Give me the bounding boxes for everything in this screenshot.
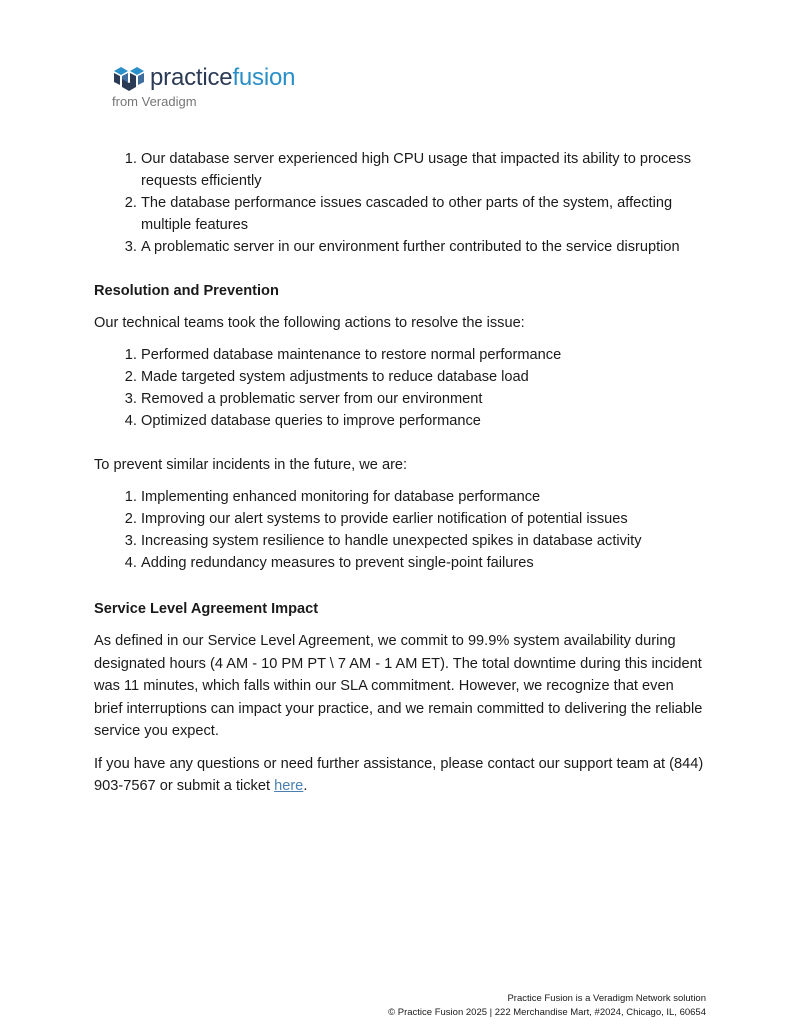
list-item: 1. Our database server experienced high CPU usage that impacted its ability to process requests efficiently (141, 148, 706, 192)
list-item: 3. Increasing system resilience to handle unexpected spikes in database activity (141, 530, 706, 552)
list-item: 3. Removed a problematic server from our environment (141, 388, 706, 410)
list-item: 2. Improving our alert systems to provide earlier notification of potential issues (141, 508, 706, 530)
resolution-heading: Resolution and Prevention (94, 283, 279, 299)
logo-word-practice: practice (150, 64, 233, 91)
cause-list (94, 148, 706, 258)
sla-paragraph: As defined in our Service Level Agreement, we commit to 99.9% system availability during designated hours (4 AM - 10 PM PT \ 7 AM - 1 AM ET). The total downtime during this incident was 11 minutes, which falls within our SLA commitment. However, we recognize that even brief interruptions can impact your practice, and we remain committed to delivering the reliable service you expect. (94, 633, 703, 739)
ticket-link[interactable]: here (274, 777, 304, 794)
list-item: 1. Implementing enhanced monitoring for database performance (141, 486, 706, 508)
sla-heading: Service Level Agreement Impact (94, 601, 319, 617)
page-footer (388, 992, 706, 1020)
list-item: 2. Made targeted system adjustments to reduce database load (141, 366, 706, 388)
cube-logo-icon (112, 65, 146, 91)
list-item: 2. The database performance issues cascaded to other parts of the system, affecting multiple features (141, 192, 706, 236)
resolution-intro: Our technical teams took the following actions to resolve the issue: (94, 315, 525, 331)
contact-end: . (303, 777, 308, 794)
list-item: 4. Adding redundancy measures to prevent single-point failures (141, 552, 706, 574)
list-item: 3. A problematic server in our environment further contributed to the service disruption (141, 236, 706, 258)
prevention-intro: To prevent similar incidents in the future, we are: (94, 457, 408, 473)
list-item: 1. Performed database maintenance to restore normal performance (141, 344, 706, 366)
logo-tagline: from Veradigm (112, 94, 197, 109)
practice-fusion-logo (112, 64, 295, 109)
letter-body (94, 148, 706, 797)
logo-wordmark (150, 64, 295, 92)
list-item: 4. Optimized database queries to improve performance (141, 410, 706, 432)
prevention-list (94, 486, 706, 574)
action-list (94, 344, 706, 432)
contact-paragraph (94, 753, 706, 797)
footer-line-2: © Practice Fusion 2025 | 222 Merchandise Mart, #2024, Chicago, IL, 60654 (388, 1007, 706, 1018)
logo-word-fusion: fusion (232, 64, 296, 91)
footer-line-1: Practice Fusion is a Veradigm Network solution (507, 993, 706, 1004)
contact-text: If you have any questions or need further assistance, please contact our support team at (844) 903-7567 or submit a ticket (94, 755, 704, 794)
